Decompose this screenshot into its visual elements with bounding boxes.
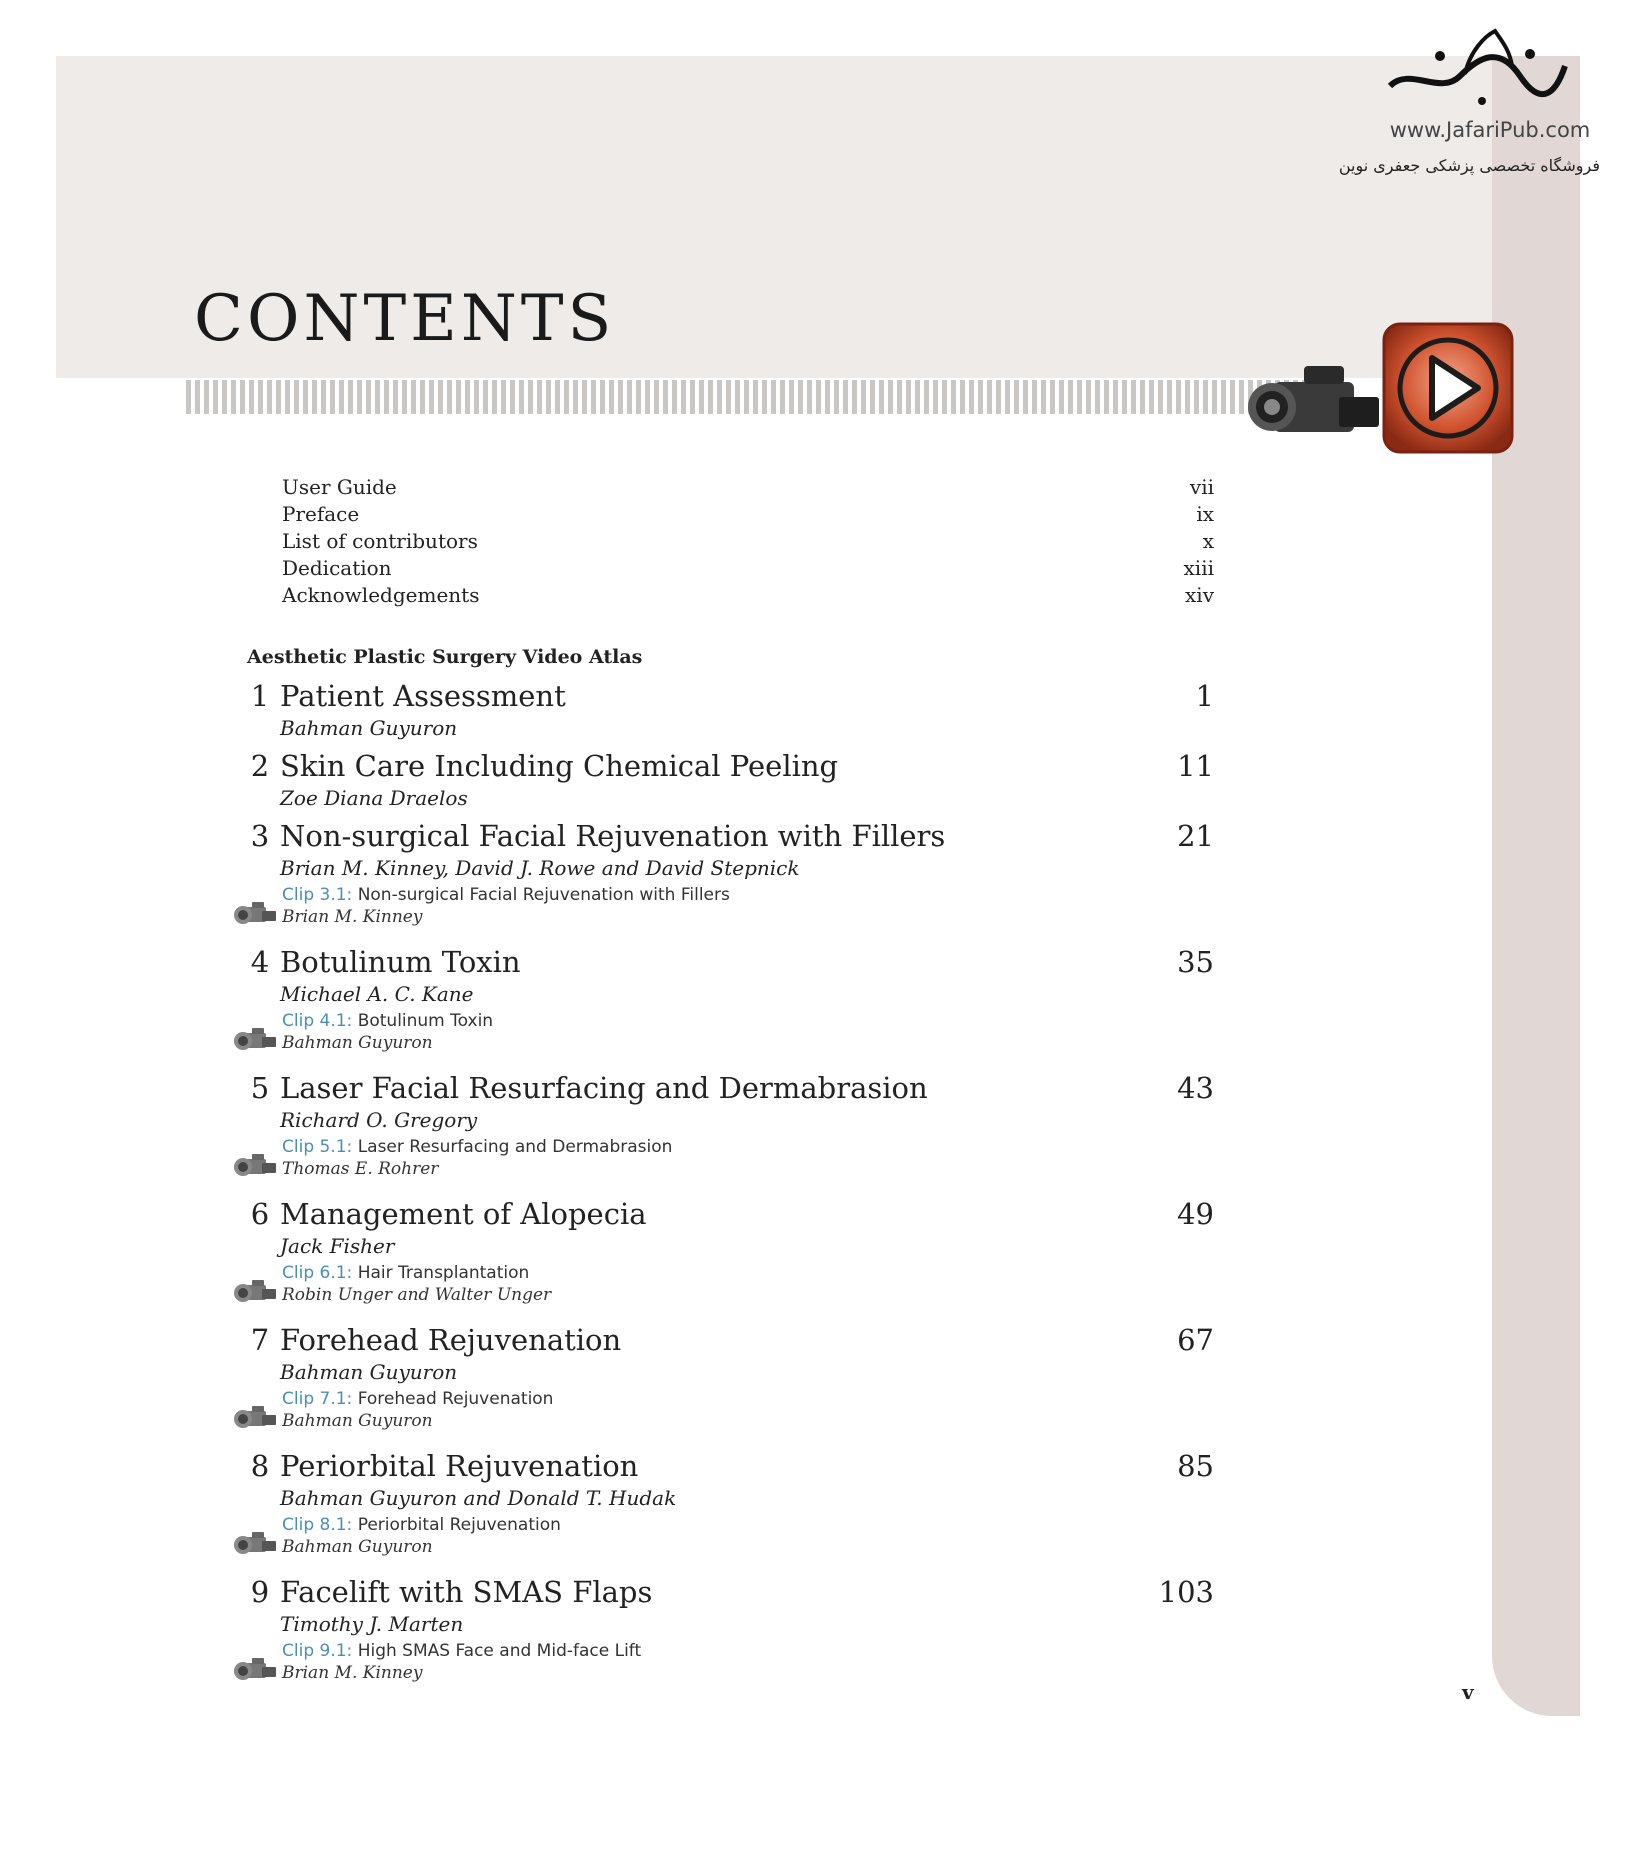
chapter-number: 5 — [250, 1071, 270, 1105]
side-tab-band — [1492, 56, 1580, 1716]
clip-title: Non-surgical Facial Rejuvenation with Fillers — [357, 885, 730, 905]
chapter-title: Non-surgical Facial Rejuvenation with Fillers — [280, 819, 946, 853]
front-matter-item[interactable] — [282, 582, 1214, 609]
chapter-title: Laser Facial Resurfacing and Dermabrasion — [280, 1071, 928, 1105]
clip-label: Clip 9.1: — [282, 1641, 353, 1661]
chapter-title: Botulinum Toxin — [280, 945, 521, 979]
chapter-page: 43 — [1177, 1071, 1214, 1105]
section-title: Aesthetic Plastic Surgery Video Atlas — [247, 646, 643, 668]
chapter-page: 103 — [1158, 1575, 1214, 1609]
calligraphy-logo-icon — [1370, 26, 1570, 116]
clip-title: Periorbital Rejuvenation — [357, 1515, 561, 1535]
chapter-title-wrap — [240, 746, 838, 786]
chapter-title-wrap — [240, 942, 521, 982]
chapter-entry[interactable] — [240, 942, 1214, 1054]
chapter-heading — [240, 816, 1214, 856]
clip-author: Thomas E. Rohrer — [282, 1159, 439, 1179]
clip-title: Laser Resurfacing and Dermabrasion — [357, 1137, 673, 1157]
page-title: CONTENTS — [194, 282, 616, 356]
clip-line — [282, 1388, 1214, 1410]
clip-line — [282, 1262, 1214, 1284]
front-matter-page: xiii — [1183, 556, 1214, 580]
chapter-authors: Brian M. Kinney, David J. Rowe and David Stepnick — [280, 856, 800, 880]
chapter-title: Management of Alopecia — [280, 1197, 647, 1231]
chapter-entry[interactable] — [240, 1068, 1214, 1180]
chapter-page: 67 — [1177, 1323, 1214, 1357]
clip-label: Clip 8.1: — [282, 1515, 353, 1535]
video-camera-icon — [232, 1150, 278, 1182]
video-clip[interactable] — [240, 1388, 1214, 1432]
front-matter-label: List of contributors — [282, 529, 478, 553]
clip-author: Robin Unger and Walter Unger — [282, 1285, 552, 1305]
chapter-page: 1 — [1195, 679, 1214, 713]
clip-author: Brian M. Kinney — [282, 1663, 423, 1683]
clip-author: Bahman Guyuron — [282, 1537, 433, 1557]
logo-url: www.JafariPub.com — [1389, 118, 1591, 142]
chapter-number: 3 — [250, 819, 270, 853]
clip-author: Bahman Guyuron — [282, 1411, 433, 1431]
front-matter-label: Acknowledgements — [282, 583, 480, 607]
chapter-number: 9 — [250, 1575, 270, 1609]
chapter-number: 1 — [250, 679, 270, 713]
chapter-heading — [240, 942, 1214, 982]
clip-line — [282, 1640, 1214, 1662]
video-camera-icon — [232, 1276, 278, 1308]
video-camera-icon — [232, 1528, 278, 1560]
front-matter-label: Dedication — [282, 556, 392, 580]
clip-label: Clip 5.1: — [282, 1137, 353, 1157]
front-matter-list — [282, 474, 1214, 609]
clip-label: Clip 3.1: — [282, 885, 353, 905]
chapter-title-wrap — [240, 1320, 621, 1360]
play-button-icon[interactable] — [1378, 318, 1518, 458]
chapter-authors: Jack Fisher — [280, 1234, 395, 1258]
front-matter-label: User Guide — [282, 475, 397, 499]
clip-title: Forehead Rejuvenation — [357, 1389, 554, 1409]
chapter-number: 2 — [250, 749, 270, 783]
clip-line — [282, 884, 1214, 906]
chapter-page: 35 — [1177, 945, 1214, 979]
video-clip[interactable] — [240, 1136, 1214, 1180]
clip-title: Hair Transplantation — [357, 1263, 530, 1283]
video-clip[interactable] — [240, 884, 1214, 928]
video-camera-icon — [232, 1402, 278, 1434]
chapter-number: 6 — [250, 1197, 270, 1231]
clip-line — [282, 1514, 1214, 1536]
chapter-page: 21 — [1177, 819, 1214, 853]
chapter-number: 7 — [250, 1323, 270, 1357]
video-camera-icon — [1244, 352, 1384, 452]
front-matter-page: vii — [1189, 475, 1214, 499]
decorative-stripe — [186, 380, 1346, 414]
chapter-list — [240, 676, 1214, 1684]
clip-author: Brian M. Kinney — [282, 907, 423, 927]
video-clip[interactable] — [240, 1010, 1214, 1054]
chapter-title: Forehead Rejuvenation — [280, 1323, 622, 1357]
chapter-heading — [240, 1194, 1214, 1234]
video-camera-icon — [232, 898, 278, 930]
front-matter-page: x — [1202, 529, 1214, 553]
publisher-logo — [1330, 26, 1610, 186]
chapter-number: 4 — [250, 945, 270, 979]
video-clip[interactable] — [240, 1514, 1214, 1558]
front-matter-item[interactable] — [282, 528, 1214, 555]
chapter-entry[interactable] — [240, 746, 1214, 810]
chapter-entry[interactable] — [240, 676, 1214, 740]
clip-title: High SMAS Face and Mid-face Lift — [357, 1641, 642, 1661]
clip-line — [282, 1010, 1214, 1032]
chapter-page: 11 — [1177, 749, 1214, 783]
chapter-title: Facelift with SMAS Flaps — [280, 1575, 653, 1609]
chapter-title-wrap — [240, 1572, 652, 1612]
front-matter-item[interactable] — [282, 555, 1214, 582]
chapter-page: 49 — [1177, 1197, 1214, 1231]
chapter-heading — [240, 1068, 1214, 1108]
front-matter-page: xiv — [1185, 583, 1214, 607]
chapter-title: Periorbital Rejuvenation — [280, 1449, 639, 1483]
chapter-authors: Bahman Guyuron — [280, 1360, 458, 1384]
chapter-page: 85 — [1177, 1449, 1214, 1483]
chapter-title-wrap — [240, 1068, 928, 1108]
clip-author: Bahman Guyuron — [282, 1033, 433, 1053]
chapter-entry[interactable] — [240, 816, 1214, 928]
chapter-authors: Bahman Guyuron and Donald T. Hudak — [280, 1486, 677, 1510]
chapter-title-wrap — [240, 676, 566, 716]
chapter-entry[interactable] — [240, 1320, 1214, 1432]
chapter-authors: Bahman Guyuron — [280, 716, 458, 740]
chapter-heading — [240, 746, 1214, 786]
chapter-title: Patient Assessment — [280, 679, 566, 713]
video-camera-icon — [232, 1654, 278, 1686]
chapter-authors: Richard O. Gregory — [280, 1108, 478, 1132]
front-matter-page: ix — [1196, 502, 1214, 526]
front-matter-item[interactable] — [282, 501, 1214, 528]
video-clip[interactable] — [240, 1262, 1214, 1306]
video-clip[interactable] — [240, 1640, 1214, 1684]
chapter-title-wrap — [240, 1446, 638, 1486]
page-number: v — [1462, 1680, 1474, 1704]
logo-tagline: فروشگاه تخصصی پزشکی جعفری نوین — [1338, 156, 1600, 175]
chapter-authors: Michael A. C. Kane — [280, 982, 474, 1006]
chapter-title-wrap — [240, 1194, 647, 1234]
front-matter-label: Preface — [282, 502, 360, 526]
video-camera-icon — [232, 1024, 278, 1056]
chapter-title-wrap — [240, 816, 945, 856]
chapter-entry[interactable] — [240, 1194, 1214, 1306]
chapter-entry[interactable] — [240, 1446, 1214, 1558]
chapter-heading — [240, 1446, 1214, 1486]
clip-line — [282, 1136, 1214, 1158]
chapter-heading — [240, 676, 1214, 716]
front-matter-item[interactable] — [282, 474, 1214, 501]
chapter-number: 8 — [250, 1449, 270, 1483]
clip-label: Clip 7.1: — [282, 1389, 353, 1409]
clip-title: Botulinum Toxin — [357, 1011, 494, 1031]
chapter-title: Skin Care Including Chemical Peeling — [280, 749, 839, 783]
clip-label: Clip 4.1: — [282, 1011, 353, 1031]
chapter-heading — [240, 1572, 1214, 1612]
chapter-entry[interactable] — [240, 1572, 1214, 1684]
chapter-authors: Timothy J. Marten — [280, 1612, 464, 1636]
chapter-heading — [240, 1320, 1214, 1360]
clip-label: Clip 6.1: — [282, 1263, 353, 1283]
chapter-authors: Zoe Diana Draelos — [280, 786, 468, 810]
